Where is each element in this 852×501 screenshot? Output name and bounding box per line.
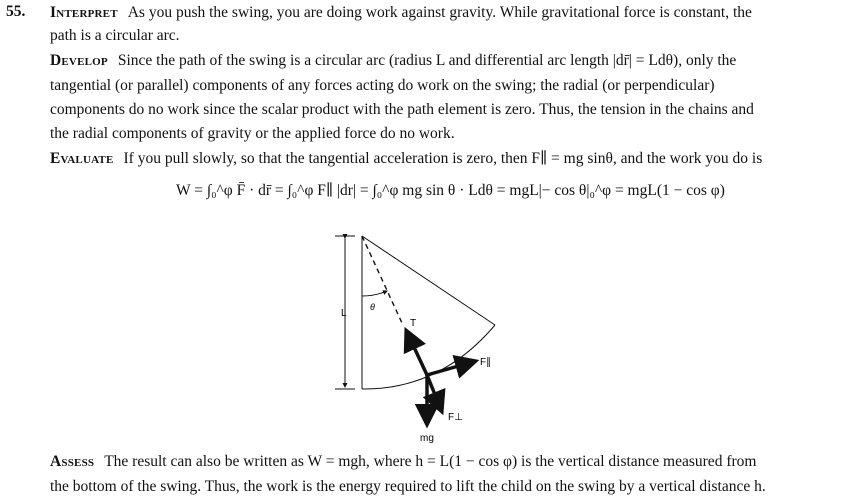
problem-number: 55. xyxy=(6,3,26,20)
evaluate-line-1: Evaluate If you pull slowly, so that the tangential acceleration is zero, then F∥ = mg sinθ, and the work you do is xyxy=(50,150,763,167)
develop-line-1: Develop Since the path of the swing is a circular arc (radius L and differential arc length |dr̄| = Ldθ), only the xyxy=(50,52,737,69)
develop-line-3: components do no work since the scalar product with the path element is zero. Thus, the tension in the chains and xyxy=(50,101,754,118)
label-T: T xyxy=(410,318,417,329)
label-F-perpendicular: F⊥ xyxy=(448,412,463,423)
perpendicular-force-vector xyxy=(427,375,442,412)
label-mg: mg xyxy=(420,433,434,444)
work-equation: W = ∫₀^φ F̄ · dr̄ = ∫₀^φ F∥ |dr| = ∫₀^φ mg sin θ · Ldθ = mgL|− cos θ|₀^φ = mgL(1 − cos φ) xyxy=(176,182,725,199)
label-F-parallel: F∥ xyxy=(480,357,492,368)
develop-line-2: tangential (or parallel) components of any forces acting do work on the swing; the radial (or perpendicular) xyxy=(50,77,715,94)
label-theta: θ xyxy=(370,302,375,312)
develop-line-4: the radial components of gravity or the applied force do no work. xyxy=(50,125,455,142)
develop-heading: Develop xyxy=(50,52,108,69)
swing-figure xyxy=(330,230,530,445)
tension-vector xyxy=(406,330,427,375)
label-L: L xyxy=(341,308,347,319)
assess-heading: Assess xyxy=(50,453,95,470)
interpret-line-2: path is a circular arc. xyxy=(50,27,180,44)
evaluate-heading: Evaluate xyxy=(50,150,114,167)
parallel-force-vector xyxy=(427,361,476,375)
interpret-heading: Interpret xyxy=(50,4,118,21)
assess-line-1: Assess The result can also be written as W = mgh, where h = L(1 − cos φ) is the vertical distance measured from xyxy=(50,453,757,470)
theta-arc xyxy=(362,291,387,296)
assess-line-2: the bottom of the swing. Thus, the work is the energy required to lift the child on the swing by a vertical distance h. xyxy=(50,478,766,495)
interpret-line-1: Interpret As you push the swing, you are doing work against gravity. While gravitational force is constant, the xyxy=(50,4,752,21)
